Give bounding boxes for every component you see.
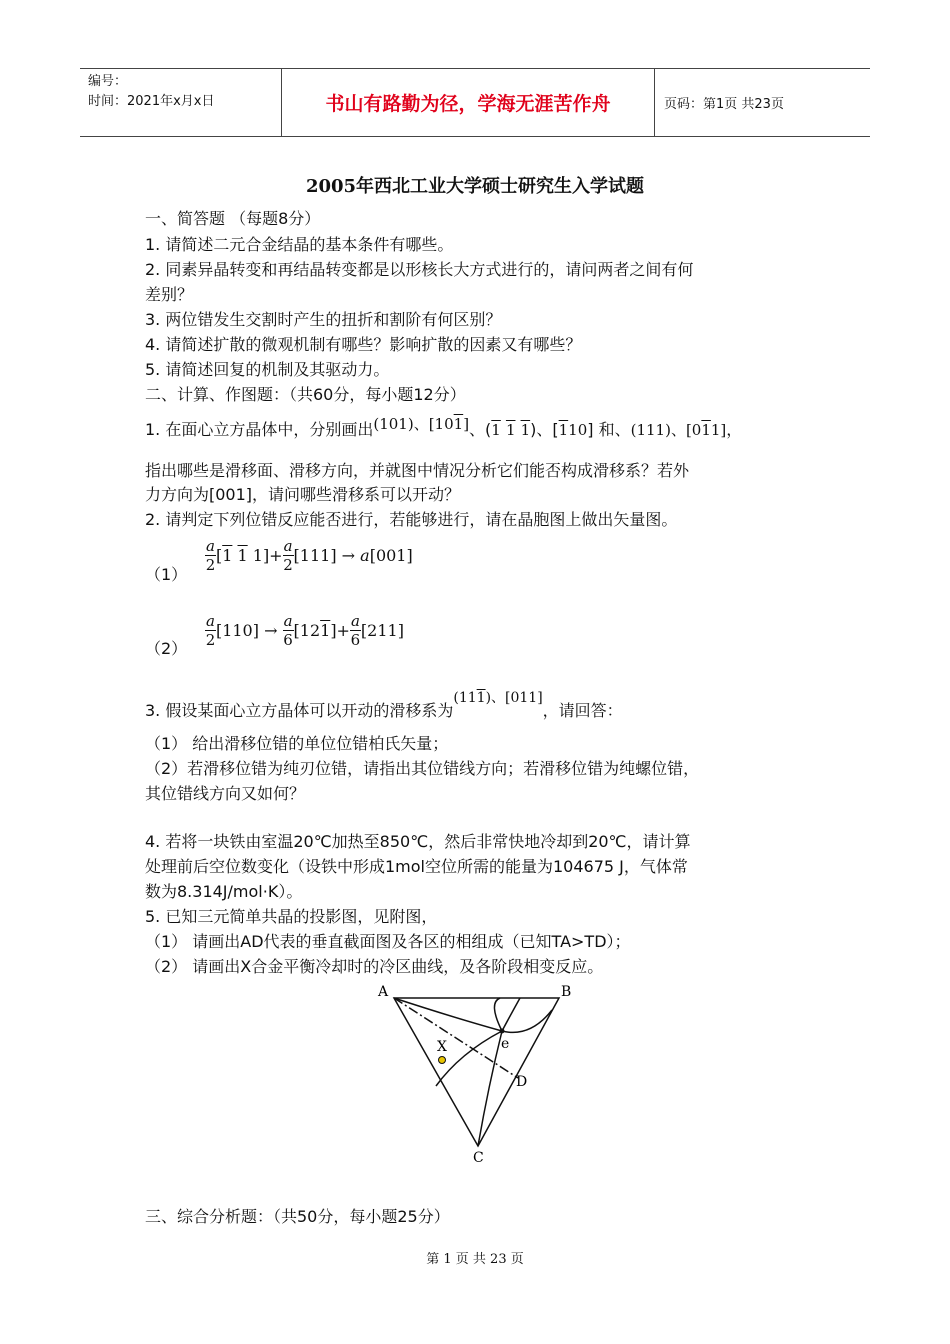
- reaction-1-label: （1）: [145, 565, 188, 584]
- line-a-d: [394, 998, 518, 1078]
- label-e: e: [501, 1036, 510, 1052]
- reaction-2-formula: $\frac{a}{2}$ [110] → $\frac{a}{6}$ [121]+ $\frac{a}{6}$ [211]: [205, 612, 404, 649]
- slip-system: (111)、[011]: [453, 690, 543, 706]
- section2-q4b: 处理前后空位数变化（设铁中形成1mol空位所需的能量为104675 J，气体常: [145, 857, 688, 876]
- ternary-diagram: [360, 978, 600, 1168]
- section2-q1-line: 1. 在面心立方晶体中，分别画出(101)、[101]、(1 1 1)、[110] 和、(111)、[011]，: [145, 415, 743, 439]
- curve-e-bc: [494, 998, 502, 1031]
- curve-e-bc2: [502, 1010, 552, 1032]
- section1-q2b: 差别？: [145, 285, 194, 304]
- section2-q2: 2. 请判定下列位错反应能否进行，若能够进行，请在晶胞图上做出矢量图。: [145, 510, 678, 529]
- section1-heading: 一、简答题 （每题8分）: [145, 209, 321, 228]
- section1-q1: 1. 请简述二元合金结晶的基本条件有哪些。: [145, 235, 454, 254]
- label-c: C: [473, 1150, 484, 1166]
- triangle-outline: [394, 998, 559, 1146]
- miller-index-2: (111)、[011]: [630, 421, 727, 439]
- section2-q5-2: （2） 请画出X合金平衡冷却时的冷区曲线，及各阶段相变反应。: [145, 957, 604, 976]
- section2-q1-and: 和、: [598, 420, 631, 439]
- reaction-1-formula: $\frac{a}{2}$ [1 1 1]+ $\frac{a}{2}$ [111] → a[001]: [205, 537, 413, 574]
- header-page-info: 页码：第1页 共23页: [664, 97, 784, 112]
- curve-e-c: [478, 1031, 502, 1146]
- section2-heading: 二、计算、作图题：（共60分，每小题12分）: [145, 385, 466, 404]
- page-header: [80, 68, 870, 137]
- section2-q1-intro: 1. 在面心立方晶体中，分别画出: [145, 420, 374, 439]
- label-a: A: [378, 984, 389, 1000]
- section2-q4c: 数为8.314J/mol·K）。: [145, 882, 303, 901]
- header-meta: [80, 69, 280, 136]
- section2-q3-intro: 3. 假设某面心立方晶体可以开动的滑移系为: [145, 701, 454, 720]
- section2-q1c: 力方向为[001]，请问哪些滑移系可以开动？: [145, 485, 461, 504]
- section3-heading: 三、综合分析题：（共50分，每小题25分）: [145, 1207, 450, 1226]
- section2-q3-2b: 其位错线方向又如何？: [145, 784, 306, 803]
- section2-q5: 5. 已知三元简单共晶的投影图，见附图，: [145, 907, 438, 926]
- section2-q1b: 指出哪些是滑移面、滑移方向，并就图中情况分析它们能否构成滑移系？若外: [145, 461, 690, 480]
- time-label: 时间：2021年x月x日: [88, 94, 215, 109]
- label-x: X: [437, 1039, 447, 1055]
- section2-q3-line: [145, 690, 623, 723]
- section1-q2a: 2. 同素异晶转变和再结晶转变都是以形核长大方式进行的，请问两者之间有何: [145, 260, 694, 279]
- section1-q4: 4. 请简述扩散的微观机制有哪些？影响扩散的因素又有哪些？: [145, 335, 582, 354]
- section2-q5-1: （1） 请画出AD代表的垂直截面图及各区的相组成（已知TA>TD）；: [145, 932, 631, 951]
- curve-b-e: [502, 998, 520, 1031]
- label-b: B: [561, 984, 572, 1000]
- section2-q4a: 4. 若将一块铁由室温20℃加热至850℃，然后非常快地冷却到20℃，请计算: [145, 832, 691, 851]
- header-motto: 书山有路勤为径，学海无涯苦作舟: [281, 69, 655, 136]
- section1-q5: 5. 请简述回复的机制及其驱动力。: [145, 360, 390, 379]
- alloy-x-point: [439, 1057, 446, 1064]
- section2-q3-1: （1） 给出滑移位错的单位位错柏氏矢量；: [145, 734, 449, 753]
- page-footer: 第 1 页 共 23 页: [426, 1252, 524, 1267]
- miller-index-1: (101)、[101]: [373, 415, 470, 433]
- document-title: 2005年西北工业大学硕士研究生入学试题: [305, 176, 645, 197]
- section2-q3-tail: ，请回答：: [542, 701, 623, 720]
- reaction-2-label: （2）: [145, 639, 188, 658]
- eutectic-point: [500, 1029, 505, 1034]
- label-d: D: [516, 1074, 528, 1090]
- section1-q3: 3. 两位错发生交割时产生的扭折和割阶有何区别？: [145, 310, 502, 329]
- section2-q3-2a: （2）若滑移位错为纯刃位错，请指出其位错线方向；若滑移位错为纯螺位错，: [145, 759, 700, 778]
- number-label: 编号：: [88, 74, 128, 89]
